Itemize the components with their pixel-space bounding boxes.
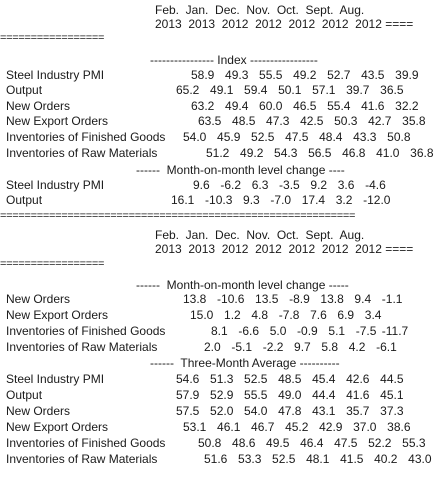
table-row xyxy=(0,324,409,338)
row-label: New Orders xyxy=(6,292,71,306)
index-section-title xyxy=(0,53,318,67)
row-label: Steel Industry PMI xyxy=(6,372,105,386)
row-values: 57.5 52.0 54.0 47.8 43.1 35.7 37.3 xyxy=(176,404,404,418)
table-row xyxy=(0,372,404,386)
table-row xyxy=(0,420,411,434)
row-values: 9.6 -6.2 6.3 -3.5 9.2 3.6 -4.6 xyxy=(193,178,386,192)
row-values: 54.0 45.9 52.5 47.5 48.4 43.3 50.8 xyxy=(183,130,411,144)
header-months-text: Feb. Jan. Dec. Nov. Oct. Sept. Aug. xyxy=(155,228,365,242)
table-row xyxy=(0,193,391,207)
table-row xyxy=(0,114,426,128)
row-values: 63.5 48.5 47.3 42.5 50.3 42.7 35.8 xyxy=(198,114,426,128)
row-values: 15.0 1.2 4.8 -7.8 7.6 6.9 3.4 xyxy=(190,308,382,322)
table-row xyxy=(0,83,404,97)
rule-long-1 xyxy=(0,209,356,223)
header-months-2 xyxy=(0,228,365,242)
header-years-2 xyxy=(0,242,414,256)
table-row xyxy=(0,99,419,113)
row-values: 57.9 52.9 55.5 49.0 44.4 41.6 45.1 xyxy=(176,388,404,402)
avg-section-title xyxy=(0,356,340,370)
row-label: New Export Orders xyxy=(6,114,109,128)
rule-short-1 xyxy=(0,31,105,45)
table-row xyxy=(0,436,426,450)
row-label: Inventories of Raw Materials xyxy=(6,452,158,466)
row-values: 53.1 46.1 46.7 45.2 42.9 37.0 38.6 xyxy=(183,420,411,434)
row-values: 2.0 -5.1 -2.2 9.7 5.8 4.2 -6.1 xyxy=(204,340,397,354)
row-label: Steel Industry PMI xyxy=(6,178,105,192)
row-values: 58.9 49.3 55.5 49.2 52.7 43.5 39.9 xyxy=(191,68,419,82)
row-values: 65.2 49.1 59.4 50.1 57.1 39.7 36.5 xyxy=(176,83,404,97)
row-label: Steel Industry PMI xyxy=(6,68,105,82)
table-row xyxy=(0,130,411,144)
table-row xyxy=(0,340,397,354)
table-row xyxy=(0,68,419,82)
row-values: 63.2 49.4 60.0 46.5 55.4 41.6 32.2 xyxy=(191,99,419,113)
row-label: Inventories of Finished Goods xyxy=(6,324,166,338)
rule-short-2 xyxy=(0,257,105,271)
header-months-text: Feb. Jan. Dec. Nov. Oct. Sept. Aug. xyxy=(155,3,365,17)
row-label: New Orders xyxy=(6,99,71,113)
table-row xyxy=(0,404,404,418)
header-years-text: 2013 2013 2012 2012 2012 2012 2012 ==== xyxy=(155,242,414,256)
table-row xyxy=(0,178,386,192)
row-values: 50.8 48.6 49.5 46.4 47.5 52.2 55.3 xyxy=(198,436,426,450)
mom-section-title-2 xyxy=(0,278,349,292)
row-label: New Export Orders xyxy=(6,308,109,322)
table-row xyxy=(0,146,434,160)
row-label: Inventories of Finished Goods xyxy=(6,130,166,144)
section-title-text: ---------------- Index ----------------- xyxy=(150,53,318,67)
row-label: Inventories of Finished Goods xyxy=(6,436,166,450)
section-title-text: ------ Three-Month Average ---------- xyxy=(150,356,340,370)
rule-text: ================= xyxy=(0,258,105,270)
mom-section-title-1 xyxy=(0,163,345,177)
header-months-1 xyxy=(0,3,365,17)
row-label: New Export Orders xyxy=(6,420,109,434)
row-label: Inventories of Raw Materials xyxy=(6,146,158,160)
table-row xyxy=(0,292,403,306)
table-row xyxy=(0,388,404,402)
rule-text: ========================================================== xyxy=(0,210,356,222)
row-values: 8.1 -6.6 5.0 -0.9 5.1 -7.5 -11.7 xyxy=(211,324,409,338)
table-row xyxy=(0,452,432,466)
row-values: 51.6 53.3 52.5 48.1 41.5 40.2 43.0 xyxy=(204,452,432,466)
header-years-1 xyxy=(0,17,414,31)
section-title-text: ------ Month-on-month level change ----- xyxy=(136,278,349,292)
row-values: 13.8 -10.6 13.5 -8.9 13.8 9.4 -1.1 xyxy=(183,292,403,306)
row-label: New Orders xyxy=(6,404,71,418)
section-title-text: ------ Month-on-month level change ---- xyxy=(136,163,345,177)
row-values: 51.2 49.2 54.3 56.5 46.8 41.0 36.8 xyxy=(206,146,434,160)
row-label: Output xyxy=(6,388,43,402)
row-values: 54.6 51.3 52.5 48.5 45.4 42.6 44.5 xyxy=(176,372,404,386)
rule-text: ================= xyxy=(0,32,105,44)
row-values: 16.1 -10.3 9.3 -7.0 17.4 3.2 -12.0 xyxy=(171,193,391,207)
row-label: Output xyxy=(6,193,43,207)
row-label: Output xyxy=(6,83,43,97)
row-label: Inventories of Raw Materials xyxy=(6,340,158,354)
table-row xyxy=(0,308,382,322)
header-years-text: 2013 2013 2012 2012 2012 2012 2012 ==== xyxy=(155,17,414,31)
